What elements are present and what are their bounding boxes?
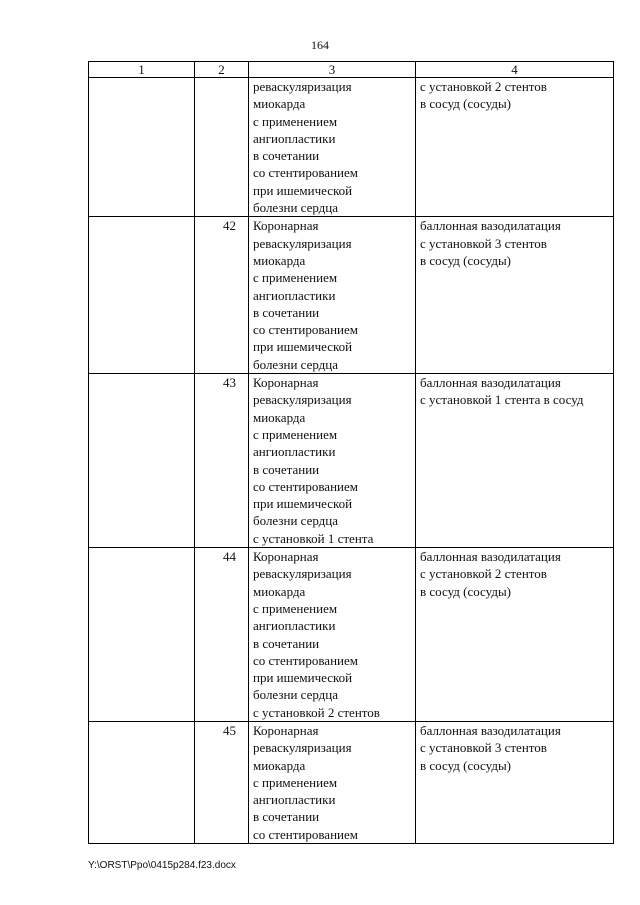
procedure-line: Коронарная bbox=[253, 722, 319, 738]
row-number: 44 bbox=[195, 548, 249, 722]
procedure-line: при ишемической bbox=[253, 670, 353, 686]
procedure-line: болезни сердца bbox=[253, 513, 339, 529]
method-line: баллонная вазодилатация bbox=[420, 549, 561, 565]
table-row bbox=[89, 374, 614, 548]
table-row bbox=[89, 721, 614, 843]
cell-method bbox=[416, 374, 614, 548]
row-number: 42 bbox=[195, 217, 249, 374]
procedure-line: с применением bbox=[253, 113, 338, 129]
procedure-line: в сочетании bbox=[253, 809, 320, 825]
procedure-line: со стентированием bbox=[253, 652, 358, 668]
procedure-line: реваскуляризация bbox=[253, 235, 352, 251]
footer-file-path: Y:\ORST\Ppo\0415p284.f23.docx bbox=[88, 860, 236, 871]
procedure-line: со стентированием bbox=[253, 478, 358, 494]
column-header-3: 3 bbox=[249, 62, 416, 78]
method-line: в сосуд (сосуды) bbox=[420, 757, 512, 773]
document-table bbox=[88, 61, 614, 844]
method-line: с установкой 1 стента в сосуд bbox=[420, 392, 584, 408]
method-line: в сосуд (сосуды) bbox=[420, 583, 512, 599]
procedure-line: при ишемической bbox=[253, 339, 353, 355]
cell-col-1 bbox=[89, 217, 195, 374]
procedure-line: в сочетании bbox=[253, 148, 320, 164]
procedure-line: с применением bbox=[253, 426, 338, 442]
method-line: баллонная вазодилатация bbox=[420, 375, 561, 391]
page-number: 164 bbox=[311, 38, 329, 52]
cell-method bbox=[416, 721, 614, 843]
cell-procedure-name bbox=[249, 548, 416, 722]
column-header-2: 2 bbox=[195, 62, 249, 78]
row-number: 45 bbox=[195, 721, 249, 843]
table-row bbox=[89, 78, 614, 217]
procedure-line: болезни сердца bbox=[253, 356, 339, 372]
cell-procedure-name bbox=[249, 217, 416, 374]
method-line: в сосуд (сосуды) bbox=[420, 96, 512, 112]
column-header-1: 1 bbox=[89, 62, 195, 78]
cell-col-1 bbox=[89, 721, 195, 843]
procedure-line: Коронарная bbox=[253, 218, 319, 234]
column-header-4: 4 bbox=[416, 62, 614, 78]
procedure-line: при ишемической bbox=[253, 182, 353, 198]
procedure-line: реваскуляризация bbox=[253, 740, 352, 756]
procedure-line: со стентированием bbox=[253, 826, 358, 842]
procedure-line: миокарда bbox=[253, 409, 306, 425]
cell-col-1 bbox=[89, 374, 195, 548]
procedure-line: ангиопластики bbox=[253, 444, 336, 460]
procedure-line: с установкой 1 стента bbox=[253, 530, 374, 546]
procedure-line: со стентированием bbox=[253, 322, 358, 338]
procedure-line: с применением bbox=[253, 774, 338, 790]
cell-procedure-name bbox=[249, 78, 416, 217]
procedure-line: реваскуляризация bbox=[253, 392, 352, 408]
procedure-line: миокарда bbox=[253, 252, 306, 268]
procedure-line: болезни сердца bbox=[253, 200, 339, 216]
method-line: с установкой 3 стентов bbox=[420, 740, 547, 756]
cell-col-1 bbox=[89, 78, 195, 217]
procedure-line: ангиопластики bbox=[253, 130, 336, 146]
method-line: в сосуд (сосуды) bbox=[420, 252, 512, 268]
procedure-line: Коронарная bbox=[253, 375, 319, 391]
method-line: с установкой 2 стентов bbox=[420, 79, 547, 94]
method-line: с установкой 2 стентов bbox=[420, 566, 547, 582]
procedure-line: с установкой 2 стентов bbox=[253, 704, 380, 720]
table-row bbox=[89, 217, 614, 374]
cell-method bbox=[416, 78, 614, 217]
procedure-line: миокарда bbox=[253, 96, 306, 112]
procedure-line: в сочетании bbox=[253, 304, 320, 320]
cell-method bbox=[416, 548, 614, 722]
procedure-line: со стентированием bbox=[253, 165, 358, 181]
procedure-line: с применением bbox=[253, 270, 338, 286]
cell-procedure-name bbox=[249, 721, 416, 843]
table-row bbox=[89, 548, 614, 722]
procedure-line: миокарда bbox=[253, 583, 306, 599]
method-line: баллонная вазодилатация bbox=[420, 722, 561, 738]
cell-procedure-name bbox=[249, 374, 416, 548]
row-number bbox=[195, 78, 249, 217]
procedure-line: реваскуляризация bbox=[253, 79, 352, 94]
procedure-line: ангиопластики bbox=[253, 287, 336, 303]
row-number: 43 bbox=[195, 374, 249, 548]
procedure-line: в сочетании bbox=[253, 635, 320, 651]
procedure-line: с применением bbox=[253, 600, 338, 616]
method-line: баллонная вазодилатация bbox=[420, 218, 561, 234]
procedure-line: при ишемической bbox=[253, 496, 353, 512]
procedure-line: Коронарная bbox=[253, 549, 319, 565]
cell-col-1 bbox=[89, 548, 195, 722]
table-header-row bbox=[89, 62, 614, 78]
procedure-line: болезни сердца bbox=[253, 687, 339, 703]
method-line: с установкой 3 стентов bbox=[420, 235, 547, 251]
procedure-line: миокарда bbox=[253, 757, 306, 773]
procedure-line: реваскуляризация bbox=[253, 566, 352, 582]
procedure-line: в сочетании bbox=[253, 461, 320, 477]
procedure-line: ангиопластики bbox=[253, 618, 336, 634]
cell-method bbox=[416, 217, 614, 374]
procedure-line: ангиопластики bbox=[253, 792, 336, 808]
